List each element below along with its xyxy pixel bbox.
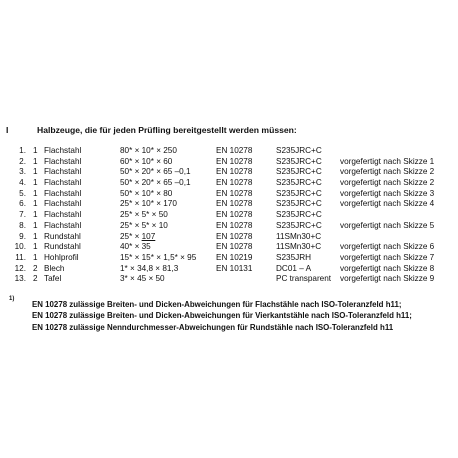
row-name: Tafel [44,274,62,284]
table-row [0,167,458,178]
table-row [0,253,458,264]
row-dimensions: 15* × 15* × 1,5* × 95 [120,252,197,262]
row-number: 12. [14,263,26,273]
row-material: S235JRC+C [276,199,322,209]
row-dimensions [120,232,155,243]
row-dimensions: 1* × 34,8 × 81,3 [120,263,179,273]
table-row [0,232,458,243]
row-number: 10. [14,242,26,252]
row-material: S235JRC+C [276,156,322,166]
row-standard: EN 10278 [216,220,253,230]
row-quantity: 1 [33,178,38,188]
table-row [0,146,458,157]
row-number: 3. [19,167,26,177]
row-name: Flachstahl [44,220,82,230]
row-quantity: 1 [33,199,38,209]
table-row [0,199,458,210]
row-name: Flachstahl [44,188,82,198]
row-standard: EN 10278 [216,167,253,177]
row-name: Flachstahl [44,156,82,166]
row-quantity: 1 [33,242,38,252]
row-note: vorgefertigt nach Skizze 2 [340,178,435,188]
row-name: Rundstahl [44,231,81,241]
table-row [0,189,458,200]
row-number: 13. [14,274,26,284]
table-row [0,178,458,189]
row-quantity: 1 [33,156,38,166]
row-number: 6. [19,199,26,209]
row-name: Flachstahl [44,210,82,220]
row-number: 9. [19,231,26,241]
row-name: Hohlprofil [44,252,79,262]
row-dimensions: 60* × 10* × 60 [120,156,173,166]
row-number: 8. [19,220,26,230]
row-material: 11SMn30+C [276,231,322,241]
footnote-block [32,299,458,333]
section-number: I [6,125,9,135]
row-quantity: 1 [33,252,38,262]
row-number: 7. [19,210,26,220]
material-table [0,146,458,285]
row-standard: EN 10278 [216,146,253,155]
row-quantity: 1 [33,231,38,241]
row-name: Flachstahl [44,146,82,155]
row-dimensions: 40* × 35 [120,242,151,252]
table-row [0,242,458,253]
row-number: 11. [15,252,26,262]
row-dimensions: 80* × 10* × 250 [120,146,177,155]
row-note: vorgefertigt nach Skizze 6 [340,242,435,252]
row-dimensions: 25* × 5* × 50 [120,210,168,220]
row-note: vorgefertigt nach Skizze 1 [340,156,435,166]
row-note: vorgefertigt nach Skizze 3 [340,188,435,198]
table-row [0,274,458,285]
row-number: 5. [19,188,26,198]
row-standard: EN 10278 [216,242,253,252]
row-note: vorgefertigt nach Skizze 4 [340,199,435,209]
row-quantity: 1 [33,167,38,177]
row-standard: EN 10131 [216,263,253,273]
row-quantity: 2 [33,263,38,273]
row-name: Blech [44,263,65,273]
table-row [0,221,458,232]
row-dimensions: 50* × 20* × 65 –0,1 [120,167,191,177]
row-note: vorgefertigt nach Skizze 8 [340,263,435,273]
row-standard: EN 10278 [216,231,253,241]
row-standard: EN 10278 [216,188,253,198]
row-dimensions: 50* × 20* × 65 –0,1 [120,178,191,188]
row-standard: EN 10278 [216,199,253,209]
row-material: 11SMn30+C [276,242,322,252]
row-quantity: 1 [33,220,38,230]
row-material: PC transparent [276,274,332,284]
row-quantity: 1 [33,210,38,220]
table-row [0,157,458,168]
row-standard: EN 10219 [216,252,253,262]
row-name: Flachstahl [44,178,82,188]
row-quantity: 1 [33,188,38,198]
row-note: vorgefertigt nach Skizze 5 [340,220,435,230]
row-dimensions: 25* × 10* × 170 [120,199,177,209]
row-number: 2. [19,156,26,166]
row-note: vorgefertigt nach Skizze 2 [340,167,435,177]
row-standard: EN 10278 [216,210,253,220]
footnote-line: EN 10278 zulässige Breiten- und Dicken-Abweichungen für Flachstähle nach ISO-Toleranzfeld h11; [32,300,402,309]
row-material: S235JRC+C [276,220,322,230]
row-name: Flachstahl [44,167,82,177]
row-number: 1. [19,146,26,155]
row-number: 4. [19,178,26,188]
row-material: S235JRC+C [276,167,322,177]
row-name: Rundstahl [44,242,81,252]
table-row [0,210,458,221]
row-dimensions: 3* × 45 × 50 [120,274,165,284]
row-material: S235JRC+C [276,146,322,155]
row-standard: EN 10278 [216,178,253,188]
row-quantity: 2 [33,274,38,284]
footnote-mark: 1) [9,296,15,302]
row-material: S235JRC+C [276,188,322,198]
row-material: S235JRC+C [276,178,322,188]
row-dimensions-underlined: 107 [141,231,156,241]
row-dimensions: 50* × 10* × 80 [120,188,173,198]
row-material: DC01 – A [276,263,312,273]
row-material: S235JRH [276,252,312,262]
row-standard: EN 10278 [216,156,253,166]
row-name: Flachstahl [44,199,82,209]
row-dimensions-prefix: 25* × [120,231,142,241]
footnote-line: EN 10278 zulässige Nenndurchmesser-Abweichungen für Rundstähle nach ISO-Toleranzfeld h11 [32,322,394,332]
row-material: S235JRC+C [276,210,322,220]
section-title: Halbzeuge, die für jeden Prüfling bereitgestellt werden müssen: [37,125,297,135]
row-note: vorgefertigt nach Skizze 9 [340,274,435,284]
row-dimensions: 25* × 5* × 10 [120,220,168,230]
footnote-line: EN 10278 zulässige Breiten- und Dicken-Abweichungen für Vierkantstähle nach ISO-Toleranzfeld h11; [32,311,412,321]
table-row [0,264,458,275]
row-quantity: 1 [33,146,38,155]
row-note: vorgefertigt nach Skizze 7 [340,252,435,262]
